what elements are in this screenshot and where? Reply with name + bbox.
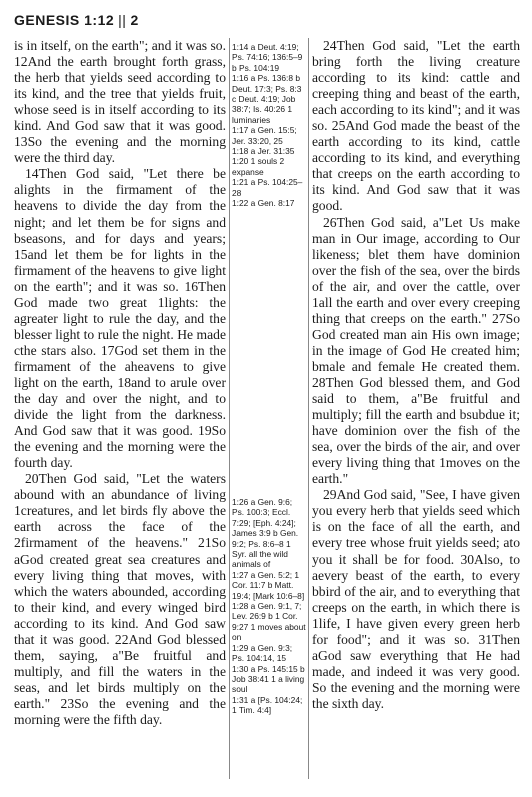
paragraph: 20Then God said, "Let the waters abound with an abundance of living 1creatures, and let birds fly above the earth across the face of the 2firmament of the heavens." 21So aGod created great sea creatures and every living thing that moves, with which the waters abounded, according to their kind, and every winged bird according to its kind. And God saw that it was good. 22And God blessed them, saying, a"Be fruitful and multiply, and fill the waters in the seas, and let birds multiply on the earth." 23So the evening and the morning were the fifth day.: [14, 471, 226, 727]
cross-reference: 1:28 a Gen. 9:1, 7; Lev. 26:9 b 1 Cor. 9:27 1 moves about on: [232, 601, 306, 643]
paragraph: 24Then God said, "Let the earth bring forth the living creature according to its kind: cattle and creeping thing and beast of the earth, each according to its kind"; and it was so. 25And God made the beast of the earth according to its kind, cattle according to its kind, and everything that creeps on the earth according to its kind. And God saw that it was good.: [312, 38, 520, 214]
column-divider-right: [308, 38, 309, 779]
cross-reference: 1:20 1 souls 2 expanse: [232, 156, 285, 177]
cross-reference: 1:18 a Jer. 31:35: [232, 146, 295, 157]
cross-reference-notes-top: [232, 42, 306, 209]
cross-reference: 1:22 a Gen. 8:17: [232, 198, 295, 209]
column-divider-left: [229, 38, 230, 779]
header-separator: ||: [118, 12, 127, 28]
left-text-column: [14, 38, 226, 728]
book-reference: GENESIS 1:12: [14, 12, 115, 28]
cross-reference: 1:31 a [Ps. 104:24; 1 Tim. 4:4]: [232, 694, 303, 716]
cross-reference: 1:21 a Ps. 104:25–28: [232, 177, 303, 198]
paragraph: 26Then God said, a"Let Us make man in Our image, according to Our likeness; blet them have dominion over the fish of the sea, over the birds of the air, and over the cattle, over 1all the earth and over every creeping thing that creeps on the earth." 27So God created man ain His own image; in the image of God He created him; bmale and female He created them. 28Then God blessed them, and God said to them, a"Be fruitful and multiply; fill the earth and bsubdue it; have dominion over the fish of the sea, over the birds of the air, and over every living thing that 1moves on the earth.": [312, 214, 520, 487]
right-text-column: [312, 38, 520, 712]
paragraph: is in itself, on the earth"; and it was so. 12And the earth brought forth grass, the herb that yields seed according to its kind, and the tree that yields fruit, whose seed is in itself according to its kind. And God saw that it was good. 13So the evening and the morning were the third day.: [14, 38, 226, 166]
page-header: [14, 12, 139, 28]
paragraph: 14Then God said, "Let there be alights in the firmament of the heavens to divide the day from the night; and let them be for signs and bseasons, and for days and years; 15and let them be for lights in the firmament of the heavens to give light on the earth"; and it was so. 16Then God made two great 1lights: the agreater light to rule the day, and the blesser light to rule the night. He made cthe stars also. 17God set them in the firmament of the aheavens to give light on the earth, 18and to arule over the day and over the night, and to divide the light from the darkness. And God saw that it was good. 19So the evening and the morning were the fourth day.: [14, 166, 226, 471]
paragraph: 29And God said, "See, I have given you every herb that yields seed which is on the face of all the earth, and every tree whose fruit yields seed; ato you it shall be for food. 30Also, to aevery beast of the earth, to every bbird of the air, and to everything that creeps on the earth, in which there is 1life, I have given every green herb for food"; and it was so. 31Then aGod saw everything that He had made, and indeed it was very good. So the evening and the morning were the sixth day.: [312, 487, 520, 711]
cross-reference: 1:26 a Gen. 9:6; Ps. 100:3; Eccl. 7:29; [Eph. 4:24]; James 3:9 b Gen. 9:2; Ps. 8:6–8 1 Syr. all the wild animals of: [232, 497, 299, 570]
cross-reference: 1:29 a Gen. 9:3; Ps. 104:14, 15: [232, 642, 293, 664]
cross-reference: 1:16 a Ps. 136:8 b Deut. 17:3; Ps. 8:3 c Deut. 4:19; Job 38:7; Is. 40:26 1 luminaries: [232, 73, 302, 125]
cross-reference: 1:17 a Gen. 15:5; Jer. 33:20, 25: [232, 125, 297, 146]
cross-reference: 1:30 a Ps. 145:15 b Job 38:41 1 a living soul: [232, 663, 305, 695]
cross-reference-notes-bottom: [232, 497, 306, 716]
cross-reference: 1:14 a Deut. 4:19; Ps. 74:16; 136:5–9 b Ps. 104:19: [232, 42, 303, 73]
page-number: 2: [130, 12, 139, 28]
cross-reference: 1:27 a Gen. 5:2; 1 Cor. 11:7 b Matt. 19:4; [Mark 10:6–8]: [232, 569, 305, 601]
